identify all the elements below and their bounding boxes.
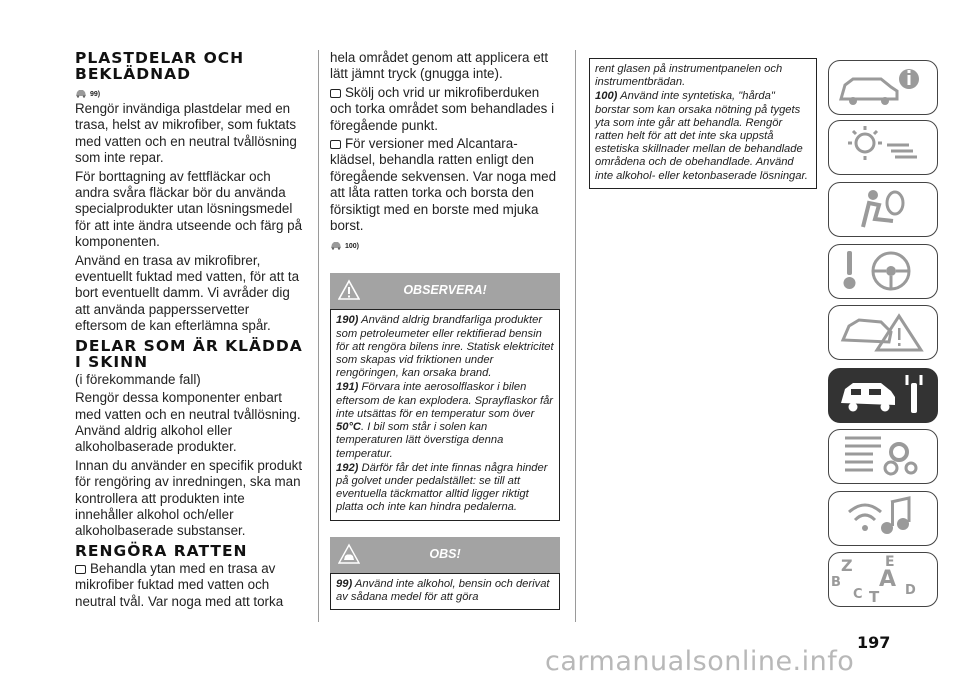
heading-line: DELAR SOM ÄR KLÄDDA	[75, 336, 303, 355]
warning-text: Förvara inte aerosolflaskor i bilen eftersom de kan explodera. Sprayflaskor får inte utsättas för en temperatur som över	[336, 381, 554, 420]
multimedia-icon	[829, 492, 935, 544]
paragraph: (i förekommande fall)	[75, 371, 201, 387]
paragraph: hela området genom att applicera ett lätt jämnt tryck (gnugga inte).	[330, 50, 549, 82]
warning-text: Använd aldrig brandfarliga produkter som petroleumeter eller rektifierad bensin för att rengöra bilens inre. Statisk elektricitet som skapas vid friktionen under rengöringen, kan orsaka brand.	[336, 314, 554, 380]
watermark: carmanualsonline.info	[545, 646, 855, 677]
bullet-paragraph	[75, 561, 303, 610]
paragraph: För borttagning av fettfläckar och andra svåra fläckar bör du använda specialprodukter utan lösningsmedel för att inte ändra utseende och färg på komponenten.	[75, 168, 303, 250]
note-number: 99)	[336, 577, 353, 590]
tab-multimedia[interactable]	[828, 491, 938, 546]
column-3	[589, 58, 817, 189]
tab-dashboard-lights[interactable]	[828, 120, 938, 175]
column-divider	[575, 50, 576, 622]
car-wrench-icon	[829, 369, 935, 421]
note-banner	[330, 537, 560, 573]
warning-number: 191)	[336, 381, 359, 394]
note-text: Använd inte syntetiska, "hårda" borstar som kan orsaka nötning på tygets yta som inte går att behandla. Rengör ratten helt för att det inte ska uppstå estetiska skillnader mellan de behandlade områdena och de obehandlade. Använd inte alkohol- eller ketonbaserade lösningar.	[595, 90, 808, 182]
note-item	[595, 90, 811, 182]
section-heading-skinn	[75, 338, 303, 370]
warning-title: OBSERVERA!	[403, 283, 487, 298]
index-letter: T	[869, 588, 880, 606]
index-letters-icon	[829, 553, 935, 605]
heading-line: I SKINN	[75, 352, 149, 371]
index-letter: C	[853, 587, 863, 602]
column-divider	[318, 50, 319, 622]
tab-index[interactable]	[828, 552, 938, 607]
note-item	[336, 578, 554, 604]
warning-text: Därför får det inte finnas några hinder på golvet under pedalstället: se till att eventuella täckmattor alltid ligger riktigt platta och inte kan hindra pedalerna.	[336, 461, 548, 514]
warning-box	[330, 309, 560, 520]
note-reference	[75, 84, 303, 98]
index-letter: Z	[841, 556, 853, 575]
index-letter: B	[831, 575, 841, 590]
index-letter: E	[885, 554, 895, 570]
dashboard-lights-icon	[829, 121, 935, 173]
index-letter: A	[879, 567, 897, 592]
note-box-continued	[589, 58, 817, 189]
cleaning-car-icon	[75, 87, 87, 98]
airbag-seat-icon	[829, 183, 935, 235]
column-2	[330, 50, 560, 610]
paragraph: Innan du använder en specifik produkt för rengöring av inredningen, ska man kontrollera att produkten inte innehåller alkohol och/eller alkoholbaserade substanser.	[75, 457, 303, 539]
section-heading-plastdelar	[75, 50, 303, 82]
warning-item	[336, 314, 554, 380]
tab-car-info[interactable]	[828, 60, 938, 115]
paragraph: Rengör invändiga plastdelar med en trasa, helst av mikrofiber, som fuktats med vatten och en neutral tvållösning som inte repar.	[75, 101, 297, 166]
car-info-icon	[829, 61, 935, 113]
page-number: 197	[857, 633, 891, 652]
column-1	[75, 50, 303, 612]
warning-number: 190)	[336, 314, 359, 327]
paragraph: Använd en trasa av mikrofibrer, eventuellt fuktad med vatten, för att ta bort eventuellt damm. Vi avråder dig att använda pappersservetter eftersom de kan efterlämna spår.	[75, 252, 300, 334]
warning-text: . I bil som står i solen kan temperaturen lätt överstiga denna temperatur.	[336, 421, 504, 460]
specs-gears-icon	[829, 430, 935, 482]
note-text: Använd inte alkohol, bensin och derivat av sådana medel för att göra	[336, 577, 550, 603]
bullet-text: För versioner med Alcantara-klädsel, behandla ratten enligt den föregående sekvensen. Var noga med att låta ratten torka och borsta den försiktigt med en borste med mjuka borst.	[330, 136, 557, 234]
checkbox-bullet-icon	[75, 565, 86, 574]
bullet-text: Skölj och vrid ur mikrofiberduken och torka området som behandlades i föregående punkt.	[330, 84, 555, 133]
checkbox-bullet-icon	[330, 89, 341, 98]
bullet-text: Behandla ytan med en trasa av mikrofiber fuktad med vatten och neutral tvål. Var noga med att torka	[75, 560, 284, 609]
section-heading-ratten: RENGÖRA RATTEN	[75, 541, 248, 560]
checkbox-bullet-icon	[330, 140, 341, 149]
note-title: OBS!	[429, 546, 461, 561]
temperature-value: 50°C	[336, 421, 361, 434]
note-text: rent glasen på instrumentpanelen och instrumentbrädan.	[595, 63, 783, 89]
tab-key-steering[interactable]	[828, 244, 938, 299]
tab-specs[interactable]	[828, 429, 938, 484]
heading-line: BEKLÄDNAD	[75, 65, 191, 83]
bullet-paragraph	[330, 136, 560, 234]
note-reference	[330, 236, 560, 250]
key-steering-wheel-icon	[829, 245, 935, 297]
tab-emergency[interactable]	[828, 305, 938, 360]
warning-item	[336, 462, 554, 515]
tab-airbag-seat[interactable]	[828, 182, 938, 237]
warning-banner	[330, 273, 560, 309]
heading-line: PLASTDELAR OCH	[75, 49, 245, 67]
bullet-paragraph	[330, 85, 560, 134]
tab-maintenance[interactable]	[828, 368, 938, 423]
note-number: 100)	[595, 90, 618, 103]
note-ref-number: 99)	[90, 91, 101, 98]
note-box	[330, 573, 560, 610]
warning-number: 192)	[336, 461, 359, 474]
cleaning-car-icon	[330, 239, 342, 250]
note-ref-number: 100)	[345, 243, 360, 251]
emergency-car-icon	[829, 306, 935, 358]
warning-item	[336, 381, 554, 460]
index-letter: D	[905, 583, 916, 598]
paragraph: Rengör dessa komponenter enbart med vatten och en neutral tvållösning. Använd aldrig alkohol eller alkoholbaserade produkter.	[75, 390, 301, 455]
